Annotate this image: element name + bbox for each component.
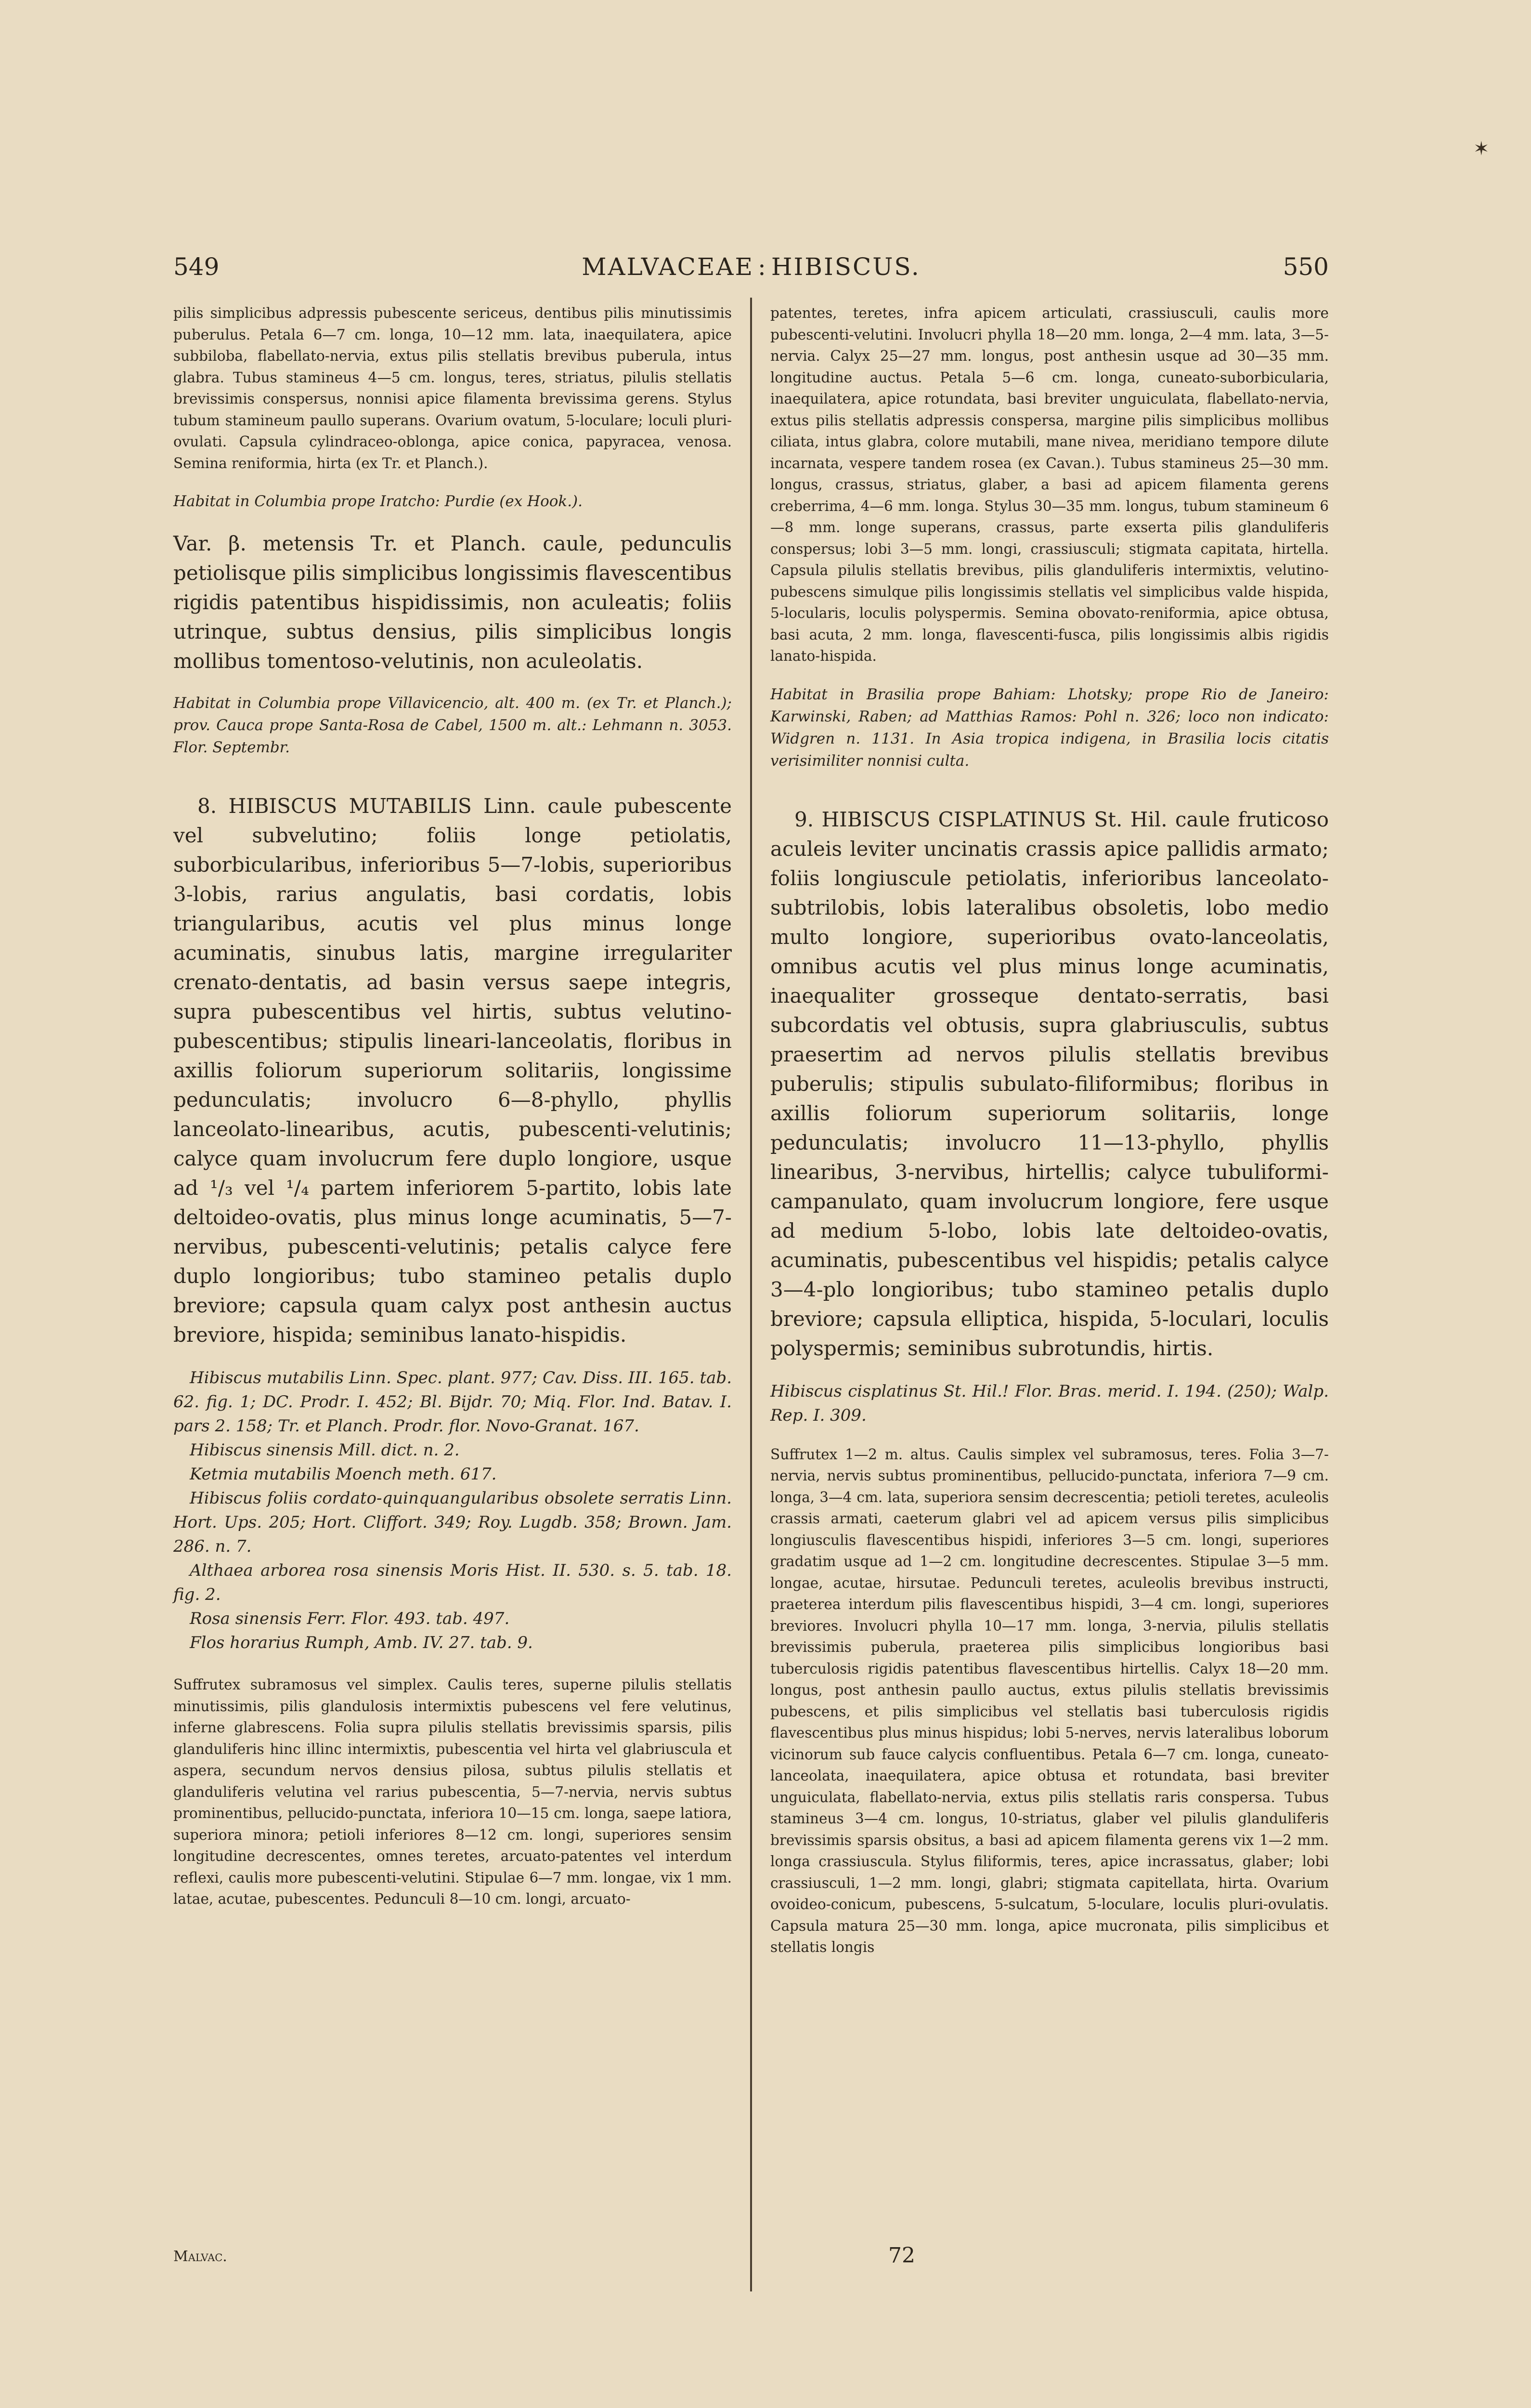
left-description-continued: pilis simplicibus adpressis pubescente sericeus, dentibus pilis minutissimis puberulus. Petala 6—7 cm. longa, 10—12 mm. lata, inaequilatera, apice subbiloba, flabellato-nervia, extus pilis stellatis brevibus puberula, intus glabra. Tubus stamineus 4—5 cm. longus, teres, striatus, pilulis stellatis brevissimis conspersus, nonnisi apice filamenta brevissima gerens. Stylus tubum stamineum paullo superans. Ovarium ovatum, 5-loculare; loculi pluri-ovulati. Capsula cylindraceo-oblonga, apice conica, papyracea, venosa. Semina reniformia, hirta (ex Tr. et Planch.). <box>173 305 732 471</box>
species-8-hibiscus-mutabilis: 8. HIBISCUS MUTABILIS Linn. caule pubescente vel subvelutino; foliis longe petiolatis, suborbicularibus, inferioribus 5—7-lobis, superioribus 3-lobis, rarius angulatis, basi cordatis, lobis triangularibus, acutis vel plus minus longe acuminatis, sinubus latis, margine irregulariter crenato-dentatis, ad basin versus saepe integris, supra pubescentibus vel hirtis, subtus velutino-pubescentibus; stipulis lineari-lanceolatis, floribus in axillis foliorum superiorum solitariis, longissime pedunculatis; involucro 6—8-phyllo, phyllis lanceolato-linearibus, acutis, pubescenti-velutinis; calyce quam involucrum fere duplo longiore, usque ad ¹/₃ vel ¹/₄ partem inferiorem 5-partito, lobis late deltoideo-ovatis, plus minus longe acuminatis, 5—7-nervibus, pubescenti-velutinis; petalis calyce fere duplo longioribus; tubo stamineo petalis duplo breviore; capsula quam calyx post anthesin auctus breviore, hispida; seminibus lanato-hispidis. <box>173 794 732 1347</box>
species-9-description: Suffrutex 1—2 m. altus. Caulis simplex vel subramosus, teres. Folia 3—7-nervia, nervis subtus prominentibus, pellucido-punctata, inferiora 7—9 cm. longa, 3—4 cm. lata, superiora sensim decrescentia; petioli teretes, aculeolis crassis armati, caeterum glabri vel ad apicem versus pilis simplicibus longiusculis flavescentibus hispidi, inferiores 3—5 cm. longi, superiores gradatim usque ad 1—2 cm. longitudine decrescentes. Stipulae 3—5 mm. longae, acutae, hirsutae. Pedunculi teretes, aculeolis brevibus instructi, praeterea interdum pilis flavescentibus hispidi, 3—4 cm. longi, superiores breviores. Involucri phylla 10—17 mm. longa, 3-nervia, pilulis stellatis brevissimis puberula, praeterea pilis simplicibus longioribus basi tuberculosis rigidis patentibus flavescentibus hirtellis. Calyx 18—20 mm. longus, post anthesin paullo auctus, extus pilulis stellatis brevissimis pubescens, et pilis simplicibus vel stellatis basi tuberculosis rigidis flavescentibus plus minus hispidus; lobi 5-nerves, nervis lateralibus loborum vicinorum sub fauce calycis confluentibus. Petala 6—7 cm. longa, cuneato-lanceolata, inaequilatera, apice obtusa et rotundata, basi breviter unguiculata, flabellato-nervia, extus pilis stellatis raris conspersa. Tubus stamineus 3—4 cm. longus, 10-striatus, glaber vel pilulis glanduliferis brevissimis sparsis obsitus, a basi ad apicem filamenta gerens vix 1—2 mm. longa crassiuscula. Stylus filiformis, teres, apice incrassatus, glaber; lobi crassiusculi, 1—2 mm. longi, glabri; stigmata capitellata, hirta. Ovarium ovoideo-conicum, pubescens, 5-sulcatum, 5-loculare, loculis pluri-ovulatis. Capsula matura 25—30 mm. longa, apice mucronata, pilis simplicibus et stellatis longis <box>770 1446 1329 1955</box>
column-divider <box>750 298 752 2291</box>
corner-mark: ✶ <box>1473 138 1490 160</box>
header-title-genus: HIBISCUS. <box>771 253 921 281</box>
synonym-item: Flos horarius Rumph, Amb. IV. 27. tab. 9. <box>190 1633 533 1652</box>
footer-signature: Malvac. <box>173 2248 227 2265</box>
left-habitat-2: Habitat in Columbia prope Villavicencio, alt. 400 m. (ex Tr. et Planch.); prov. Cauca prope Santa-Rosa de Cabel, 1500 m. alt.: Lehmann n. 3053. Flor. Septembr. <box>173 694 732 756</box>
left-column <box>173 302 732 1926</box>
footer-sheet-number: 72 <box>888 2243 915 2268</box>
species-9-citation: Hibiscus cisplatinus St. Hil.! Flor. Bras. merid. I. 194. (250); Walp. Rep. I. 309. <box>770 1381 1329 1425</box>
synonym-item: Hibiscus sinensis Mill. dict. n. 2. <box>190 1440 460 1460</box>
synonym-item: Hibiscus mutabilis Linn. Spec. plant. 977; Cav. Diss. III. 165. tab. 62. fig. 1; DC. Prodr. I. 452; Bl. Bijdr. 70; Miq. Flor. Ind. Batav. I. pars 2. 158; Tr. et Planch. Prodr. flor. Novo-Granat. 167. <box>173 1368 732 1436</box>
variety-metensis: Var. β. metensis Tr. et Planch. caule, pedunculis petiolisque pilis simplicibus longissimis flavescentibus rigidis patentibus hispidissimis, non aculeatis; foliis utrinque, subtus densius, pilis simplicibus longis mollibus tomentoso-velutinis, non aculeolatis. <box>173 532 732 673</box>
right-habitat: Habitat in Brasilia prope Bahiam: Lhotsky; prope Rio de Janeiro: Karwinski, Raben; ad Matthias Ramos: Pohl n. 326; loco non indicato: Widgren n. 1131. In Asia tropica indigena, in Brasilia locis citatis verisimiliter nonnisi culta. <box>770 685 1329 770</box>
right-column <box>770 302 1329 1975</box>
species-8-description: Suffrutex subramosus vel simplex. Caulis teres, superne pilulis stellatis minutissimis, pilis glandulosis intermixtis pubescens vel fere velutinus, inferne glabrescens. Folia supra pilulis stellatis brevissimis sparsis, pilis glanduliferis hinc illinc intermixtis, pubescentia vel hirta vel glabriuscula et aspera, secundum nervos densius pilosa, subtus pilulis stellatis et glanduliferis velutina vel rarius pubescentia, 5—7-nervia, nervis subtus prominentibus, pellucido-punctata, inferiora 10—15 cm. longa, saepe latiora, superiora minora; petioli inferiores 8—12 cm. longi, superiores sensim longitudine decrescentes, omnes teretes, arcuato-patentes vel interdum reflexi, caulis more pubescenti-velutini. Stipulae 6—7 mm. longae, vix 1 mm. latae, acutae, pubescentes. Pedunculi 8—10 cm. longi, arcuato- <box>173 1676 732 1907</box>
header-title-family: MALVACEAE <box>582 253 754 281</box>
synonymy-list <box>173 1366 732 1655</box>
synonym-item: Ketmia mutabilis Moench meth. 617. <box>190 1465 497 1484</box>
left-habitat-1: Habitat in Columbia prope Iratcho: Purdie (ex Hook.). <box>173 493 583 510</box>
header-colon: : <box>758 253 767 281</box>
species-9-hibiscus-cisplatinus: 9. HIBISCUS CISPLATINUS St. Hil. caule fruticoso aculeis leviter uncinatis crassis apice pallidis armato; foliis longiuscule petiolatis, inferioribus lanceolato-subtrilobis, lobis lateralibus obsoletis, lobo medio multo longiore, superioribus ovato-lanceolatis, omnibus acutis vel plus minus longe acuminatis, inaequaliter grosseque dentato-serratis, basi subcordatis vel obtusis, supra glabriusculis, subtus praesertim ad nervos pilulis stellatis brevibus puberulis; stipulis subulato-filiformibus; floribus in axillis foliorum superiorum solitariis, longe pedunculatis; involucro 11—13-phyllo, phyllis linearibus, 3-nervibus, hirtellis; calyce tubuliformi-campanulato, quam involucrum longiore, fere usque ad medium 5-lobo, lobis late deltoideo-ovatis, acuminatis, pubescentibus vel hispidis; petalis calyce 3—4-plo longioribus; tubo stamineo petalis duplo breviore; capsula elliptica, hispida, 5-loculari, loculis polyspermis; seminibus subrotundis, hirtis. <box>770 807 1329 1360</box>
header-title <box>173 253 1329 281</box>
running-header <box>173 253 1329 287</box>
synonym-item: Althaea arborea rosa sinensis Moris Hist. II. 530. s. 5. tab. 18. fig. 2. <box>173 1561 732 1604</box>
right-description-continued: patentes, teretes, infra apicem articulati, crassiusculi, caulis more pubescenti-velutini. Involucri phylla 18—20 mm. longa, 2—4 mm. lata, 3—5-nervia. Calyx 25—27 mm. longus, post anthesin usque ad 30—35 mm. longitudine auctus. Petala 5—6 cm. longa, cuneato-suborbicularia, inaequilatera, apice rotundata, basi breviter unguiculata, flabellato-nervia, extus pilis stellatis adpressis conspersa, margine pilis simplicibus mollibus ciliata, intus glabra, colore mutabili, mane nivea, meridiano tempore dilute incarnata, vespere tandem rosea (ex Cavan.). Tubus stamineus 25—30 mm. longus, crassus, striatus, glaber, a basi ad apicem filamenta gerens creberrima, 4—6 mm. longa. Stylus 30—35 mm. longus, tubum stamineum 6—8 mm. longe superans, crassus, parte exserta pilis glanduliferis conspersus; lobi 3—5 mm. longi, crassiusculi; stigmata capitata, hirtella. Capsula pilulis stellatis brevibus, pilis glanduliferis intermixtis, velutino-pubescens simulque pilis longissimis stellatis vel simplicibus valde hispida, 5-locularis, loculis polyspermis. Semina obovato-reniformia, apice obtusa, basi acuta, 2 mm. longa, flavescenti-fusca, pilis longissimis albis rigidis lanato-hispida. <box>770 305 1329 664</box>
synonym-item: Rosa sinensis Ferr. Flor. 493. tab. 497. <box>190 1609 510 1628</box>
synonym-item: Hibiscus foliis cordato-quinquangularibus obsolete serratis Linn. Hort. Ups. 205; Hort. Cliffort. 349; Roy. Lugdb. 358; Brown. Jam. 286. n. 7. <box>173 1489 732 1556</box>
page-number-right: 550 <box>1283 253 1329 281</box>
page-number-left: 549 <box>173 253 220 281</box>
